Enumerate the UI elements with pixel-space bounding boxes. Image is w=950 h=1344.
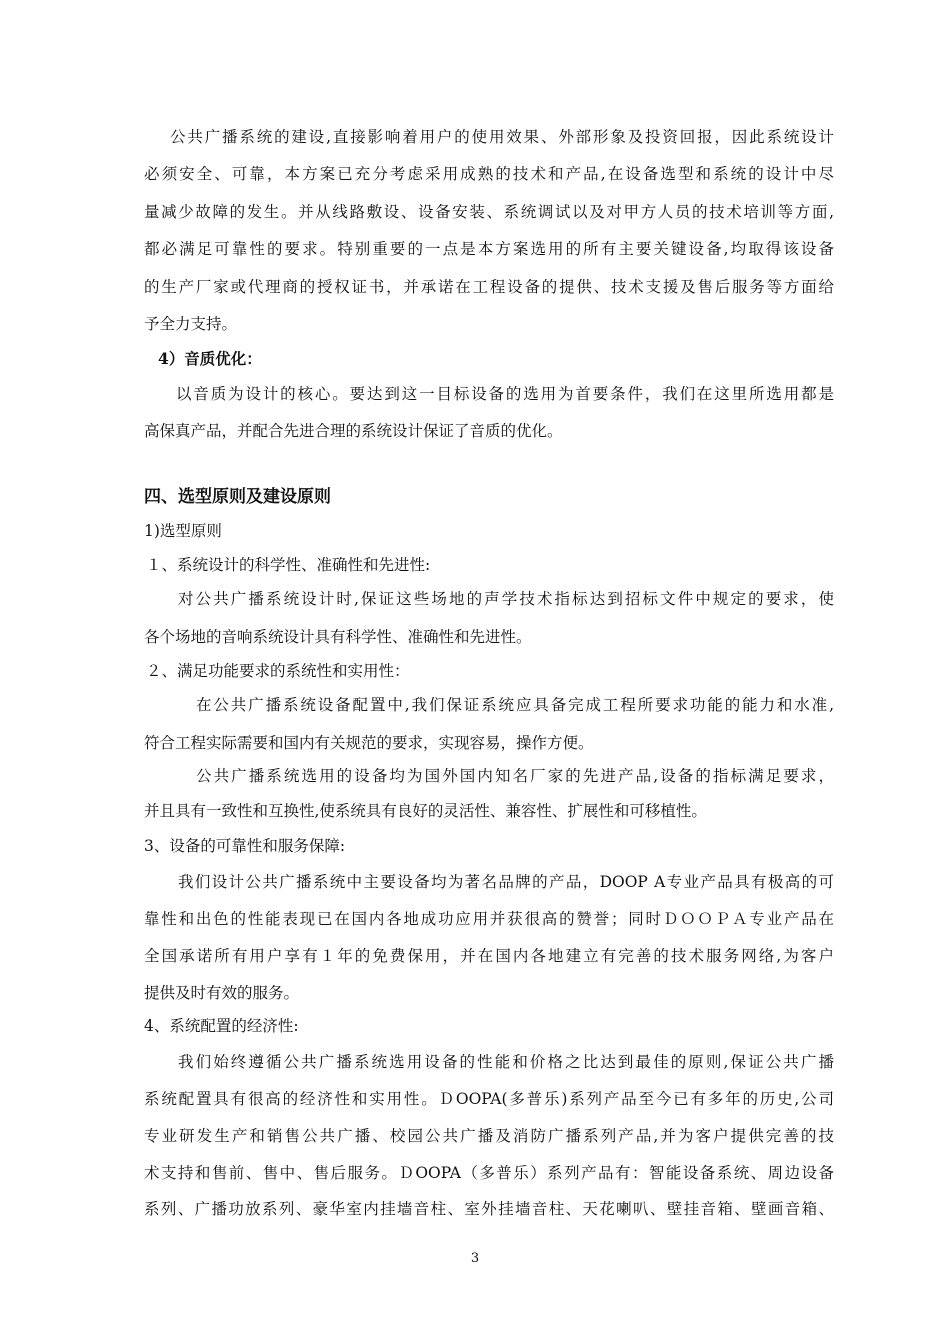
item3-line-1: 我们设计公共广播系统中主要设备均为著名品牌的产品，DOOP A专业产品具有极高的可: [178, 873, 834, 891]
reliability-line-1: 公共广播系统的建设,直接影响着用户的使用效果、外部形象及投资回报，因此系统设计: [170, 128, 834, 146]
item1-title: １、系统设计的科学性、准确性和先进性:: [146, 556, 431, 574]
sound-quality-subheading: 4）音质优化：: [158, 349, 262, 368]
item3-line-4: 提供及时有效的服务。: [144, 984, 300, 1002]
item2-a-line-1: 在公共广播系统设备配置中,我们保证系统应具备完成工程所要求功能的能力和水准,: [196, 696, 834, 714]
item3-line-2: 靠性和出色的性能表现已在国内各地成功应用并获很高的赞誉；同时ＤＯＯＰＡ专业产品在: [144, 910, 834, 928]
reliability-line-2: 必须安全、可靠，本方案已充分考虑采用成熟的技术和产品,在设备选型和系统的设计中尽: [144, 165, 834, 183]
item4-line-1: 我们始终遵循公共广播系统选用设备的性能和价格之比达到最佳的原则,保证公共广播: [178, 1053, 834, 1071]
reliability-line-3: 量减少故障的发生。并从线路敷设、设备安装、系统调试以及对甲方人员的技术培训等方面,: [144, 203, 834, 221]
item3-line-3: 全国承诺所有用户享有１年的免费保用，并在国内各地建立有完善的技术服务网络,为客户: [144, 947, 834, 965]
item4-title: 4、系统配置的经济性:: [144, 1017, 299, 1035]
item4-line-4: 术支持和售前、售中、售后服务。ＤOOPA（多普乐）系列产品有：智能设备系统、周边设备: [144, 1164, 834, 1182]
item4-line-2: 系统配置具有很高的经济性和实用性。ＤOOPA(多普乐)系列产品至今已有多年的历史,公司: [144, 1090, 834, 1108]
page-number: 3: [470, 1251, 480, 1266]
selection-label: 1)选型原则: [144, 522, 222, 540]
item4-line-5: 系列、广播功放系列、豪华室内挂墙音柱、室外挂墙音柱、天花喇叭、壁挂音箱、壁画音箱、: [144, 1200, 834, 1218]
item1-line-1: 对公共广播系统设计时,保证这些场地的声学技术指标达到招标文件中规定的要求，使: [178, 590, 834, 608]
item3-title: 3、设备的可靠性和服务保障:: [144, 837, 346, 855]
item2-title: ２、满足功能要求的系统性和实用性：: [146, 662, 410, 680]
item2-a-line-2: 符合工程实际需要和国内有关规范的要求，实现容易，操作方便。: [144, 734, 594, 752]
item4-line-3: 专业研发生产和销售公共广播、校园公共广播及消防广播系列产品,并为客户提供完善的技: [144, 1127, 834, 1145]
sound-quality-line-1: 以音质为设计的核心。要达到这一目标设备的选用为首要条件，我们在这里所选用都是: [176, 385, 834, 403]
item2-b-line-1: 公共广播系统选用的设备均为国外国内知名厂家的先进产品,设备的指标满足要求，: [196, 767, 834, 785]
reliability-line-5: 的生产厂家或代理商的授权证书，并承诺在工程设备的提供、技术支援及售后服务等方面给: [144, 278, 834, 296]
section-heading: 四、选型原则及建设原则: [144, 487, 331, 507]
item1-line-2: 各个场地的音响系统设计具有科学性、准确性和先进性。: [144, 628, 532, 646]
reliability-line-4: 都必满足可靠性的要求。特别重要的一点是本方案选用的所有主要关键设备,均取得该设备: [144, 240, 834, 258]
item2-b-line-2: 并且具有一致性和互换性,使系统具有良好的灵活性、兼容性、扩展性和可移植性。: [144, 802, 707, 820]
sound-quality-line-2: 高保真产品，并配合先进合理的系统设计保证了音质的优化。: [144, 422, 563, 440]
reliability-line-6: 予全力支持。: [144, 315, 238, 333]
